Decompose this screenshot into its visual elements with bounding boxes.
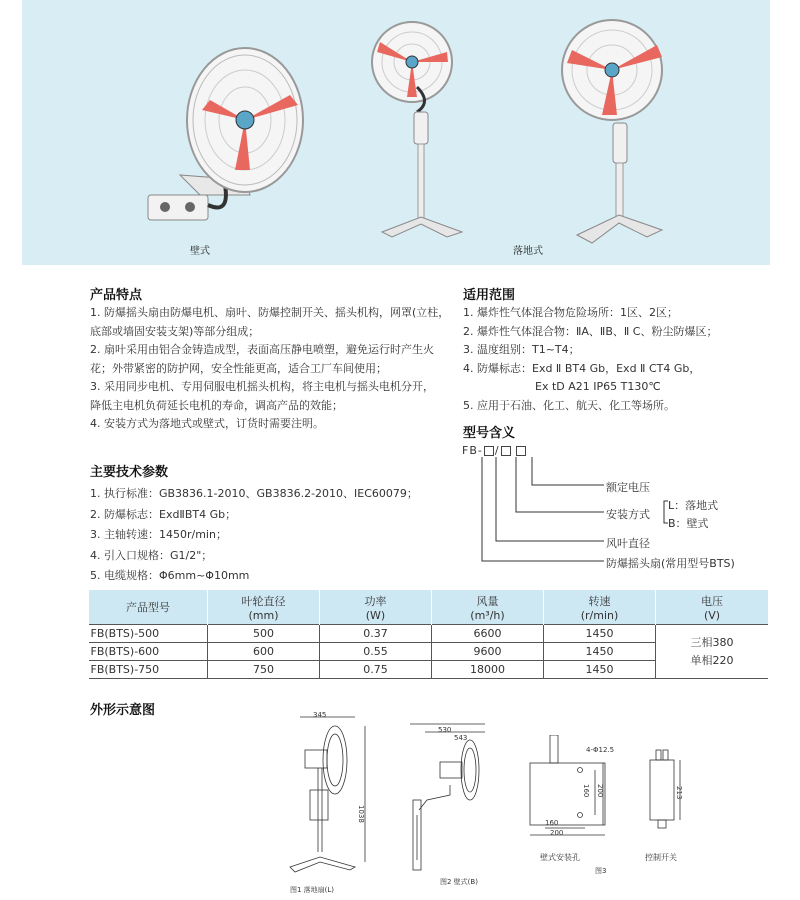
- features-line: 3. 采用同步电机、专用伺服电机摇头机构，将主电机与摇头电机分开，: [90, 380, 434, 393]
- floor-fan-large-image: [547, 15, 677, 250]
- cell: 18000: [432, 661, 544, 679]
- model-heading: 型号含义: [463, 426, 516, 441]
- features-list: [90, 304, 450, 434]
- cell: 0.75: [320, 661, 432, 679]
- cell: 600: [208, 643, 320, 661]
- voltage-cell: 三相380 单相220: [656, 625, 769, 679]
- label-install: 安装方式: [606, 508, 650, 521]
- floor-fan-small-image: [362, 12, 472, 247]
- dim-160-horizontal: 160: [545, 819, 559, 827]
- cell: 750: [208, 661, 320, 679]
- cell: 1450: [544, 643, 656, 661]
- product-photo-band: [22, 0, 770, 265]
- dim-160-vertical: 160: [582, 784, 590, 798]
- scope-line: Ex tD A21 IP65 T130℃: [535, 380, 661, 393]
- scope-heading: 适用范围: [463, 288, 516, 303]
- cell: 0.37: [320, 625, 432, 643]
- features-line: 花；外带紧密的防护网，安全性能更高，适合工厂车间使用；: [90, 361, 387, 375]
- dim-1038: 1038: [357, 805, 365, 823]
- cell: 9600: [432, 643, 544, 661]
- cell: FB(BTS)-600: [89, 643, 208, 661]
- col-header: 功率 (W): [320, 590, 432, 625]
- tech-line: 2. 防爆标志：ExdⅡBT4 Gb；: [90, 507, 237, 521]
- wall-fan-caption: 壁式: [190, 246, 210, 257]
- scope-line: 3. 温度组别：T1~T4；: [463, 343, 580, 356]
- tech-list: [90, 484, 450, 587]
- features-heading: 产品特点: [90, 288, 143, 303]
- tech-line: 4. 引入口规格：G1/2"；: [90, 548, 213, 562]
- tech-line: 1. 执行标准：GB3836.1-2010、GB3836.2-2010、IEC60079；: [90, 487, 418, 500]
- col-header: 电压 (V): [656, 590, 769, 625]
- cell: FB(BTS)-750: [89, 661, 208, 679]
- dim-345: 345: [313, 711, 327, 719]
- scope-list: [463, 304, 773, 415]
- drawings-heading: 外形示意图: [90, 703, 156, 718]
- dim-213: 213: [675, 786, 683, 800]
- label-floor: L：落地式: [668, 499, 719, 512]
- floor-fan-drawing: [280, 712, 375, 882]
- scope-line: 5. 应用于石油、化工、航天、化工等场所。: [463, 398, 675, 412]
- spec-table: [88, 590, 768, 679]
- features-line: 4. 安装方式为落地式或壁式，订货时需要注明。: [90, 417, 324, 430]
- cell: 6600: [432, 625, 544, 643]
- features-line: 底部或墙固安装支架)等部分组成；: [90, 324, 260, 338]
- cell: FB(BTS)-500: [89, 625, 208, 643]
- dim-hole: 4-Φ12.5: [586, 746, 615, 754]
- label-fan-type: 防爆摇头扇(常用型号BTS): [606, 557, 735, 570]
- label-wall: B：壁式: [668, 517, 709, 530]
- fig3-hole-caption: 壁式安装孔: [540, 853, 580, 862]
- model-sep: /: [494, 444, 500, 457]
- fig1-caption: 图1 落地扇(L): [290, 886, 335, 894]
- label-voltage: 额定电压: [606, 481, 650, 494]
- tech-heading: 主要技术参数: [90, 465, 169, 480]
- fig3-switch-caption: 控制开关: [645, 853, 677, 862]
- dim-200-vertical: 200: [596, 784, 604, 798]
- label-diameter: 风叶直径: [606, 537, 650, 550]
- features-line: 降低主电机负荷延长电机的寿命，调高产品的效能；: [90, 398, 343, 412]
- col-header: 叶轮直径 (mm): [208, 590, 320, 625]
- dim-543: 543: [454, 734, 468, 742]
- tech-line: 3. 主轴转速：1450r/min；: [90, 528, 227, 541]
- wall-fan-image: [140, 45, 315, 230]
- tech-line: 5. 电缆规格：Φ6mm~Φ10mm: [90, 569, 250, 582]
- dim-200-horizontal: 200: [550, 829, 564, 837]
- col-header: 转速 (r/min): [544, 590, 656, 625]
- col-header: 风量 (m³/h): [432, 590, 544, 625]
- scope-line: 2. 爆炸性气体混合物：ⅡA、ⅡB、Ⅱ C、粉尘防爆区；: [463, 324, 718, 338]
- fig2-caption: 图2 壁式(B): [440, 878, 478, 886]
- spec-table-header-row: [89, 590, 769, 625]
- cell: 500: [208, 625, 320, 643]
- wall-fan-drawing: [405, 720, 495, 880]
- dim-530: 530: [438, 726, 452, 734]
- cell: 1450: [544, 661, 656, 679]
- features-line: 1. 防爆摇头扇由防爆电机、扇叶、防爆控制开关、摇头机构，网罩(立柱，: [90, 306, 450, 319]
- scope-line: 1. 爆炸性气体混合物危险场所：1区、2区；: [463, 306, 678, 319]
- fig3-caption: 图3: [595, 867, 607, 875]
- scope-line: 4. 防爆标志：Exd Ⅱ BT4 Gb，Exd Ⅱ CT4 Gb，: [463, 361, 701, 375]
- floor-fan-caption: 落地式: [513, 246, 543, 257]
- model-prefix: FB-: [462, 444, 483, 457]
- col-header: 产品型号: [89, 590, 208, 625]
- cell: 0.55: [320, 643, 432, 661]
- cell: 1450: [544, 625, 656, 643]
- features-line: 2. 扇叶采用由铝合金铸造成型，表面高压静电喷塑，避免运行时产生火: [90, 343, 434, 356]
- table-row: [89, 625, 769, 643]
